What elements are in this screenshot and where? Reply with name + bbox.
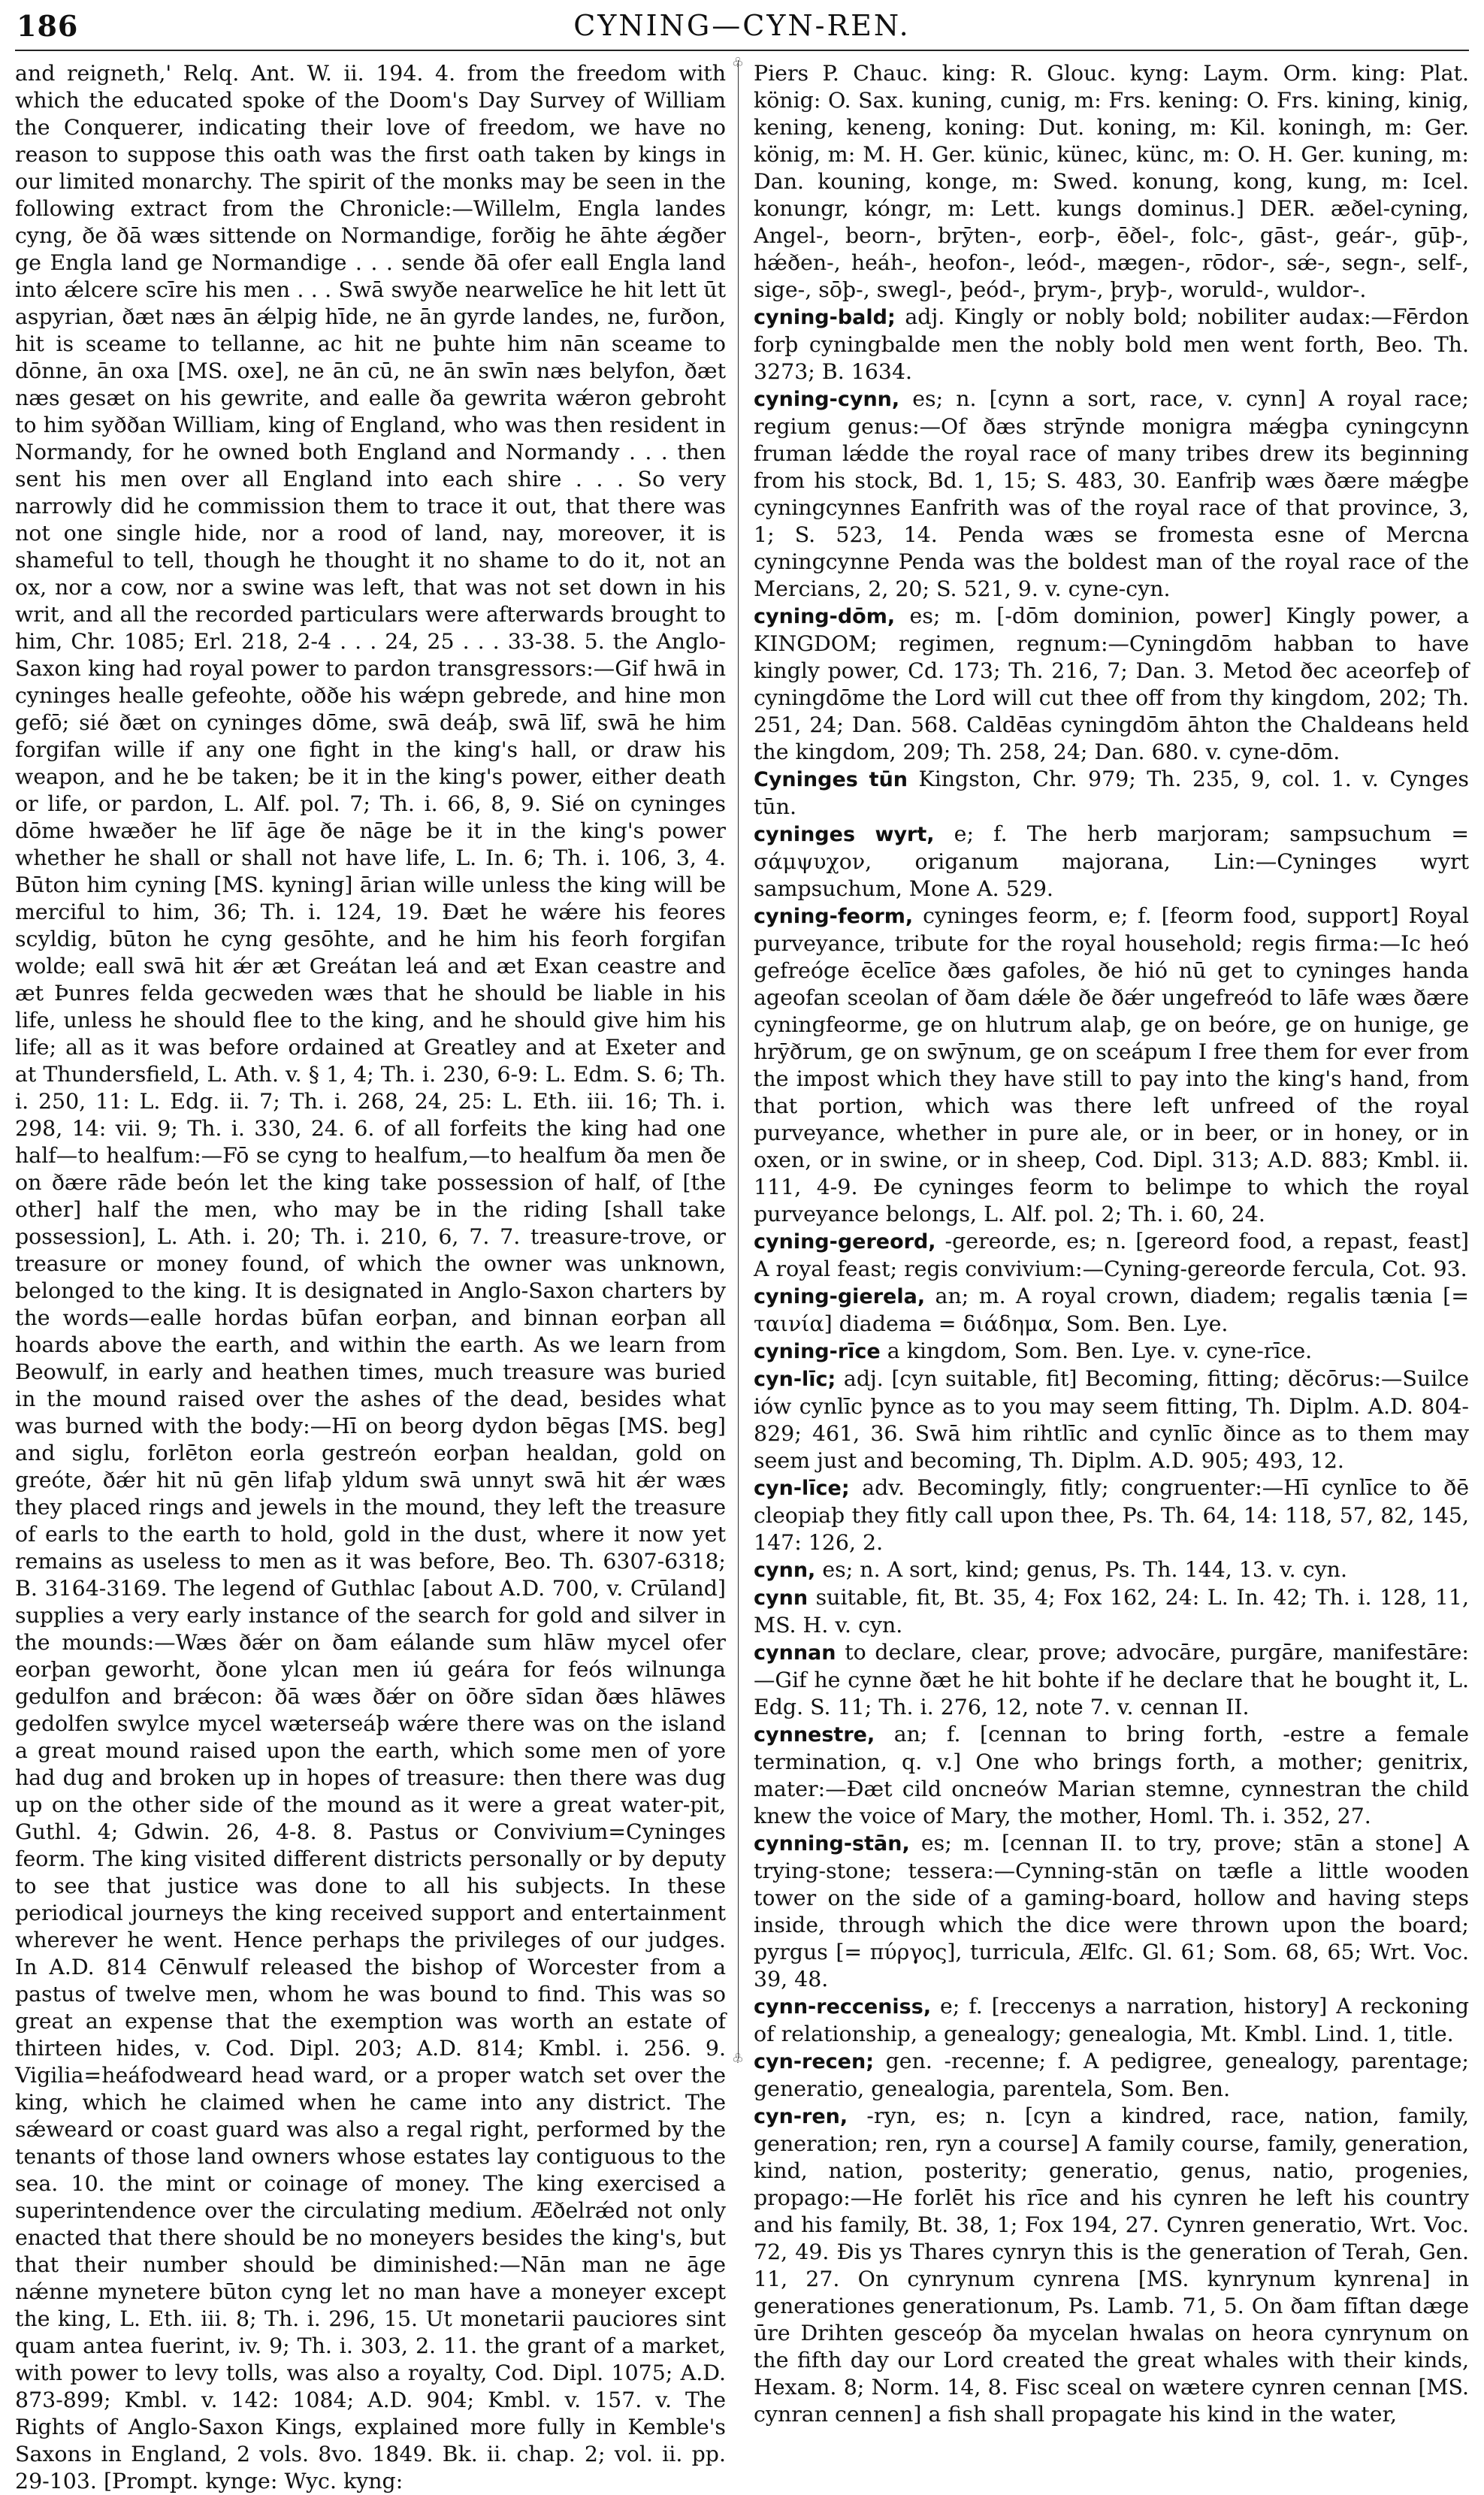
dictionary-entry: cyn-līc; adj. [cyn suitable, fit] Becoming, fitting; dĕcōrus:—Suilce iów cynlīc þynce as to you may seem fitting, Th. Diplm. A.D. 804-829; 461, 36. Swā him rihtlīc and cynlīc ðince as to them may seem just and becoming, Th. Diplm. A.D. 905; 493, 12. [754,1366,1469,1473]
dictionary-entry: cyninges wyrt, e; f. The herb marjoram; sampsuchum = σάμψυχον, origanum majorana, Lin:—Cyninges wyrt sampsuchum, Mone A. 529. [754,821,1470,901]
column-divider [738,60,739,2059]
entry-headword: cyn-līc; [754,1368,836,1391]
entry-headword: cynnan [754,1641,836,1665]
entry-headword: cyning-cynn, [754,388,900,411]
entry-headword: Cyninges tūn [754,768,908,791]
entry-headword: cynn, [754,1559,816,1582]
dictionary-entry: cyning-dōm, es; m. [-dōm dominion, power] Kingly power, a KINGDOM; regimen, regnum:—Cyningdōm habban to have kingly power, Cd. 173; Th. 216, 7; Dan. 3. Metod ðec aceorfeþ of cyningdōme the Lord will cut thee off from thy kingdom, 202; Th. 251, 24; Dan. 568. Caldēas cyningdōm āhton the Chaldeans held the kingdom, 209; Th. 258, 24; Dan. 680. v. cyne-dōm. [754,603,1469,764]
entry-headword: cyning-rīce [754,1340,881,1363]
dictionary-entry: cyn-līce; adv. Becomingly, fitly; congruenter:—Hī cynlīce to ðē cleopiaþ they fitly call upon thee, Ps. Th. 64, 14: 118, 57, 82, 145, 147: 126, 2. [754,1475,1469,1555]
dictionary-entry: cyning-gierela, an; m. A royal crown, diadem; regalis tænia [= ταινία] diadema = διάδημα, Som. Ben. Lye. [754,1284,1469,1336]
dictionary-entry: cyning-gereord, -gereorde, es; n. [gereord food, a repast, feast] A royal feast; regis convivium:—Cyning-gereorde fercula, Cot. 93. [754,1229,1469,1281]
left-column-text: and reigneth,' Relq. Ant. W. ii. 194. 4. from the freedom with which the educated spoke of the Doom's Day Survey of William the Conquerer, indicating their love of freedom, we have no reason to suppose this oath was the first oath taken by kings in our limited monarchy. The spirit of the monks may be seen in the following extract from the Chronicle:—Willelm, Engla landes cyng, ðe ðā wæs sittende on Normandige, forðig he āhte ǽgðer ge Engla land ge Normandige . . . sende ðā ofer eall Engla land into ǽlcere scīre his men . . . Swā swyðe nearwelīce he hit lett ūt aspyrian, ðæt næs ān ǽlpig hīde, ne ān gyrde landes, ne, furðon, hit is sceame to tellanne, ac hit ne þuhte him nān sceame to dōnne, ān oxa [MS. oxe], ne ān cū, ne ān swīn næs belyfon, ðæt næs gesæt on his gewrite, and ealle ða gewrita wǽron gebroht to him syððan William, king of England, who was then resident in Normandy, for he owned both England and Normandy . . . then sent his men over all England into each shire . . . So very narrowly did he commission them to trace it out, that there was not one single hide, nor a rood of land, nay, moreover, it is shameful to tell, though he thought it no shame to do it, not an ox, nor a cow, nor a swine was left, that was not set down in his writ, and all the recorded particulars were afterwards brought to him, Chr. 1085; Erl. 218, 2-4 . . . 24, 25 . . . 33-38. 5. the Anglo-Saxon king had royal power to pardon transgressors:—Gif hwā in cyninges healle gefeohte, oððe his wǽpn gebrede, and hine mon gefō; sié ðæt on cyninges dōme, swā deáþ, swā līf, swā he him forgifan wille if any one fight in the king's hall, or draw his weapon, and he be taken; be it in the king's power, either death or life, or pardon, L. Alf. pol. 7; Th. i. 66, 8, 9. Sié on cyninges dōme hwæðer he līf āge ðe nāge be it in the king's power whether he shall or shall not have life, L. In. 6; Th. i. 106, 3, 4. Būton him cyning [MS. kyning] ārian wille unless the king will be merciful to him, 36; Th. i. 124, 19. Ðæt he wǽre his feores scyldig, būton he cyng gesōhte, and he him his feorh forgifan wolde; eall swā hit ǽr æt Greátan leá and æt Exan ceastre and æt Þunres felda gecweden wæs that he should be liable in his life, unless he should flee to the king, and he should give him his life; all as it was before ordained at Greatley and at Exeter and at Thundersfield, L. Ath. v. § 1, 4; Th. i. 230, 6-9: L. Edm. S. 6; Th. i. 250, 11: L. Edg. ii. 7; Th. i. 268, 24, 25: L. Eth. iii. 16; Th. i. 298, 14: vii. 9; Th. i. 330, 24. 6. of all forfeits the king had one half—to healfum:—Fō se cyng to healfum,—to healfum ða men ðe on ðære rāde beón let the king take possession of half, of [the other] half the men, who may be in the riding [shall take possession], L. Ath. i. 20; Th. i. 210, 6, 7. 7. treasure-trove, or treasure or money found, of which the owner was unknown, belonged to the king. It is designated in Anglo-Saxon charters by the words—ealle hordas būfan eorþan, and binnan eorþan all hoards above the earth, and within the earth. As we learn from Beowulf, in early and heathen times, much treasure was buried in the mound raised over the ashes of the dead, besides what was burned with the body:—Hī on beorg dydon bēgas [MS. beg] and siglu, forlēton eorla gestreón eorþan healdan, gold on greóte, ðǽr hit nū gēn lifaþ yldum swā unnyt swā hit ǽr wæs they placed rings and jewels in the mound, they left the treasure of earls to the earth to hold, gold in the dust, where it now yet remains as useless to men as it was before, Beo. Th. 6307-6318; B. 3164-3169. The legend of Guthlac [about A.D. 700, v. Crūland] supplies a very early instance of the search for gold and silver in the mounds:—Wæs ðǽr on ðam eálande sum hlāw mycel ofer eorþan geworht, ðone ylcan men iú geára for feós wilnunga gedulfon and brǽcon: ðā wæs ðǽr on ōðre sīdan ðæs hlāwes gedolfen swylce mycel wæterseáþ wǽre there was on the island a great mound raised upon the earth, which some men of yore had dug and broken up in hopes of treasure: then there was dug up on the other side of the mound as it were a great water-pit, Guthl. 4; Gdwin. 26, 4-8. 8. Pastus or Convivium=Cyninges feorm. The king visited different districts personally or by deputy to see that justice was done to all his subjects. In these periodical journeys the king received support and entertainment wherever he went. Hence perhaps the privileges of our judges. In A.D. 814 Cēnwulf released the bishop of Worcester from a pastus of twelve men, whom he was bound to find. This was so great an expense that the exemption was worth an estate of thirteen hides, v. Cod. Dipl. 203; A.D. 814; Kmbl. i. 256. 9. Vigilia=heáfodweard head ward, or a proper watch set over the king, which he claimed when he came into any district. The sǽweard or coast guard was also a regal right, performed by the tenants of those land owners whose estates lay contiguous to the sea. 10. the mint or coinage of money. The king exercised a superintendence over the circulating medium. Æðelrǽd not only enacted that there should be no moneyers besides the king's, but that their number should be diminished:—Nān man ne āge nǽnne mynetere būton cyng let no man have a moneyer except the king, L. Eth. iii. 8; Th. i. 296, 15. Ut monetarii pauciores sint quam antea fuerint, iv. 9; Th. i. 303, 2. 11. the grant of a market, with power to levy tolls, was also a royalty, Cod. Dipl. 1075; A.D. 873-899; Kmbl. v. 142: 1084; A.D. 904; Kmbl. v. 157. v. The Rights of Anglo-Saxon Kings, explained more fully in Kemble's Saxons in England, 2 vols. 8vo. 1849. Bk. ii. chap. 2; vol. ii. pp. 29-103. [Prompt. kynge: Wyc. kyng: [15,61,726,2493]
divider-bottom-ornament: ♧ [731,2051,745,2067]
divider-top-ornament: ♧ [731,55,745,71]
dictionary-entry: cyning-bald; adj. Kingly or nobly bold; nobiliter audax:—Fērdon forþ cyningbalde men the nobly bold men went forth, Beo. Th. 3273; B. 1634. [754,304,1469,384]
dictionary-entry: cynn suitable, fit, Bt. 35, 4; Fox 162, 24: L. In. 42; Th. i. 128, 11, MS. H. v. cyn. [754,1585,1469,1638]
entry-headword: cyning-gierela, [754,1285,926,1308]
dictionary-entry: cynn, es; n. A sort, kind; genus, Ps. Th. 144, 13. v. cyn. [754,1557,1347,1582]
page-header [15,8,1469,51]
left-column [15,60,726,2493]
dictionary-entry: cynn-recceniss, e; f. [reccenys a narration, history] A reckoning of relationship, a genealogy; genealogia, Mt. Kmbl. Lind. 1, title. [754,1994,1469,2046]
dictionary-entry: cyning-rīce a kingdom, Som. Ben. Lye. v. cyne-rīce. [754,1338,1313,1363]
dictionary-entry: cynning-stān, es; m. [cennan II. to try, prove; stān a stone] A trying-stone; tessera:—Cynning-stān on tæfle a little wooden tower on the side of a gaming-board, hollow and having steps inside, through which the dice were thrown upon the board; pyrgus [= πύργος], turricula, Ælfc. Gl. 61; Som. 68, 65; Wrt. Voc. 39, 48. [754,1831,1469,1991]
dictionary-entry: cynnestre, an; f. [cennan to bring forth, -estre a female termination, q. v.] One who brings forth, a mother; genitrix, mater:—Ðæt cild oncneów Marian stemne, cynnestran the child knew the voice of Mary, the mother, Homl. Th. i. 352, 27. [754,1722,1469,1828]
entry-headword: cyn-recen; [754,2050,874,2073]
dictionary-entry: cynnan to declare, clear, prove; advocāre, purgāre, manifestāre:—Gif he cynne ðæt he hit bohte if he declare that he bought it, L. Edg. S. 11; Th. i. 276, 12, note 7. v. cennan II. [754,1640,1469,1719]
entry-headword: cynn-recceniss, [754,1995,932,2019]
dictionary-entry: cyning-feorm, cyninges feorm, e; f. [feorm food, support] Royal purveyance, tribute for the royal household; regis firma:—Ic heó gefreóge ēcelīce ðæs gafoles, ðe hió nū get to cyninges handa ageofan sceolan of ðam dǽle ðe ðǽr ungefreód to lāfe wæs ðære cyningfeorme, ge on hlutrum alaþ, ge on beóre, ge on hunige, ge hrȳðrum, ge on swȳnum, ge on sceápum I free them for ever from the impost which they have still to pay into the king's hand, from that portion, which was there left unfreed of the royal purveyance, whether in pure ale, or in beer, or in honey, or in oxen, or in swine, or in sheep, Cod. Dipl. 313; A.D. 883; Kmbl. ii. 111, 4-9. Ðe cyninges feorm to belimpe to which the royal purveyance belongs, L. Alf. pol. 2; Th. i. 60, 24. [754,903,1470,1226]
running-head: CYNING—CYN-REN. [573,9,911,42]
entry-headword: cyninges wyrt, [754,823,935,846]
entry-headword: cyning-dōm, [754,605,896,628]
entry-headword: cyning-bald; [754,306,896,329]
entry-headword: cyning-gereord, [754,1230,936,1254]
dictionary-columns [15,55,1470,2493]
entry-headword: cyn-ren, [754,2105,848,2128]
page-number: 186 [17,9,79,43]
dictionary-entry: Piers P. Chauc. king: R. Glouc. kyng: Laym. Orm. king: Plat. köni̇g: O. Sax. kuning, cunig, m: Frs. kening: O. Frs. kining, kinig, kening, keneng, koning: Dut. koning, m: Kil. koningh, m: Ger. könig, m: M. H. Ger. künic, künec, künc, m: O. H. Ger. kuning, m: Dan. kouning, konge, m: Swed. konung, kong, kung, m: Icel. konungr, kóngr, m: Lett. kungs dominus.] DER. æðel-cyning, Angel-, beorn-, brȳten-, eorþ-, ēðel-, folc-, gāst-, geár-, gūþ-, hǽðen-, heáh-, heofon-, leód-, mægen-, rōdor-, sǽ-, segn-, self-, sige-, sōþ-, swegl-, þeód-, þrym-, þryþ-, woruld-, wuldor-. [754,61,1469,302]
entry-headword: cynn [754,1586,808,1610]
entry-headword: cynning-stān, [754,1832,910,1855]
right-column [754,60,1470,2427]
dictionary-entry: cyning-cynn, es; n. [cynn a sort, race, v. cynn] A royal race; regium genus:—Of ðæs strȳnde monigra mǽgþa cyningcynn fruman lǽdde the royal race of many tribes drew its beginning from his stock, Bd. 1, 15; S. 483, 30. Eanfriþ wæs ðære mǽgþe cyningcynnes Eanfrith was of the royal race of that province, 3, 1; S. 523, 14. Penda wæs se fromesta esne of Mercna cyningcynne Penda was the boldest man of the royal race of the Mercians, 2, 20; S. 521, 9. v. cyne-cyn. [754,386,1469,601]
entry-headword: cynnestre, [754,1723,875,1746]
dictionary-entry: cyn-ren, -ryn, es; n. [cyn a kindred, race, nation, family, generation; ren, ryn a course] A family course, family, generation, kind, nation, posterity; generatio, genus, natio, progenies, propago:—He forlēt his rīce and his cynren he left his country and his family, Bt. 38, 1; Fox 194, 27. Cynren generatio, Wrt. Voc. 72, 49. Ðis ys Thares cynryn this is the generation of Terah, Gen. 11, 27. On cynrynum cynrena [MS. kynrynum kynrena] in generationes generationum, Ps. Lamb. 71, 5. On ðam fīftan dæge ūre Drihten gesceóp ða mycelan hwalas on heora cynrynum on the fifth day our Lord created the great whales with their kinds, Hexam. 8; Norm. 14, 8. Fisc sceal on wætere cynren cennan [MS. cynran cennen] a fish shall propagate his kind in the water, [754,2103,1469,2427]
dictionary-entry: cyn-recen; gen. -recenne; f. A pedigree, genealogy, parentage; generatio, genealogia, parentela, Som. Ben. [754,2049,1469,2101]
dictionary-entry: Cyninges tūn Kingston, Chr. 979; Th. 235, 9, col. 1. v. Cynges tūn. [754,767,1470,819]
entry-headword: cyn-līce; [754,1477,850,1500]
entry-headword: cyning-feorm, [754,905,914,928]
